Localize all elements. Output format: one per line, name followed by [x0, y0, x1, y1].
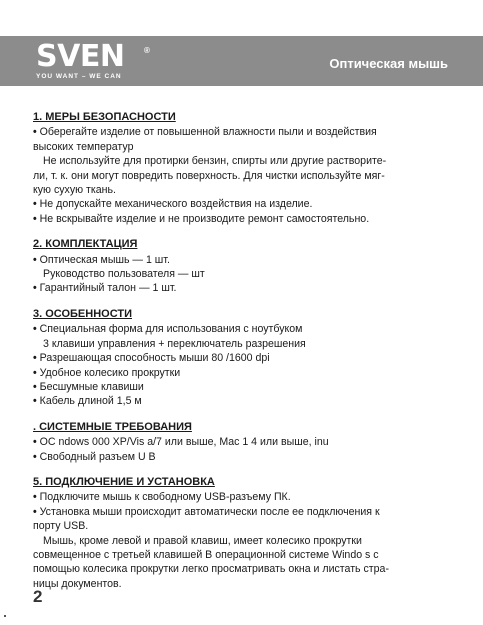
section-title: 3. ОСОБЕННОСТИ	[33, 307, 132, 320]
page-header	[0, 36, 483, 86]
bullet-item: • Бесшумные клавиши	[33, 380, 451, 394]
logo-wordmark: SVEN	[36, 39, 125, 74]
text-line: совмещенное с третьей клавишей В операционной системе Windo s с	[33, 548, 379, 561]
section-2	[33, 237, 451, 296]
text-line: 3 клавиши управления + переключатель разрешения	[43, 337, 306, 350]
text-line: высоких температур	[33, 140, 134, 153]
bullet-item: • Установка мыши происходит автоматически после ее подключения к	[33, 505, 451, 519]
bullet-item: • Разрешающая способность мыши 80 /1600 dpi	[33, 351, 451, 365]
section-title: 1. МЕРЫ БЕЗОПАСНОСТИ	[33, 111, 176, 123]
section-4	[33, 420, 451, 464]
bullet-item: • Не вскрывайте изделие и не производите ремонт самостоятельно.	[33, 212, 451, 226]
bullet-item: • Не допускайте механического воздействия на изделие.	[33, 197, 451, 211]
section-5	[33, 475, 451, 591]
page-number: 2	[33, 587, 43, 606]
section-1	[33, 110, 451, 226]
text-line: ли, т. к. они могут повредить поверхность. Для чистки используйте мяг-	[33, 169, 385, 182]
bullet-item: • ОС ndows 000 XP/Vis a/7 или выше, Mac 1 4 или выше, inu	[33, 435, 451, 449]
page-mark	[4, 615, 6, 617]
text-line: Не используйте для протирки бензин, спирты или другие растворите-	[43, 155, 387, 168]
logo-slogan: YOU WANT – WE CAN	[36, 73, 122, 80]
section-title: 2. КОМПЛЕКТАЦИЯ	[33, 238, 138, 251]
bullet-item: • Оберегайте изделие от повышенной влажности пыли и воздействия	[33, 125, 451, 139]
registered-mark: ®	[144, 46, 150, 55]
bullet-item: • Кабель длиной 1,5 м	[33, 394, 451, 408]
document-title: Оптическая мышь	[329, 56, 448, 71]
section-title: 5. ПОДКЛЮЧЕНИЕ И УСТАНОВКА	[33, 475, 215, 488]
bullet-item: • Свободный разъем U B	[33, 450, 451, 464]
text-line: ницы документов.	[33, 577, 122, 590]
text-line: помощью колесика прокрутки легко просматривать окна и листать стра-	[33, 563, 389, 576]
bullet-item: • Удобное колесико прокрутки	[33, 366, 451, 380]
document-body	[33, 110, 451, 602]
text-line: Руководство пользователя — шт	[43, 268, 205, 281]
section-3	[33, 307, 451, 409]
bullet-item: • Гарантийный талон — 1 шт.	[33, 281, 451, 295]
bullet-item: • Подключите мышь к свободному USB-разъему ПК.	[33, 490, 451, 504]
bullet-item: • Оптическая мышь — 1 шт.	[33, 253, 451, 267]
text-line: кую сухую ткань.	[33, 184, 116, 197]
text-line: Мышь, кроме левой и правой клавиш, имеет колесико прокрутки	[43, 534, 362, 547]
sven-logo	[36, 39, 150, 80]
text-line: порту USB.	[33, 520, 89, 533]
section-title: . СИСТЕМНЫЕ ТРЕБОВАНИЯ	[33, 420, 192, 433]
bullet-item: • Специальная форма для использования с ноутбуком	[33, 322, 451, 336]
